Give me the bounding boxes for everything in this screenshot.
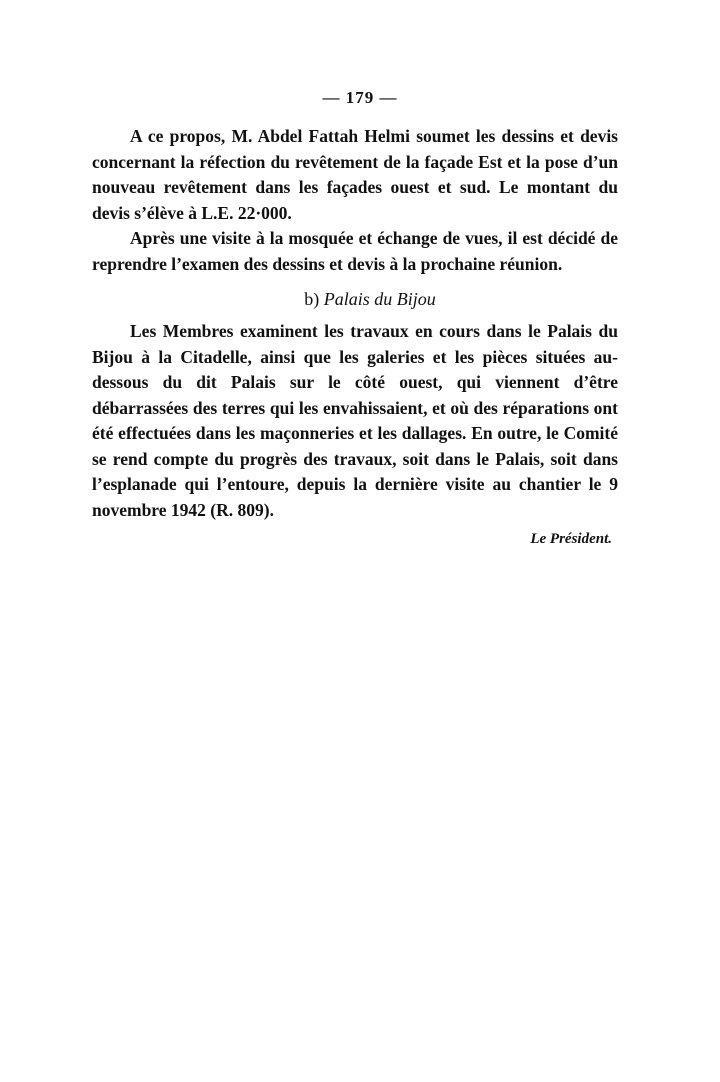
- section-title: Palais du Bijou: [323, 289, 436, 309]
- paragraph-palais-bijou: Les Membres examinent les travaux en cours dans le Palais du Bijou à la Citadelle, ainsi que les galeries et les pièces situées au-dessous du dit Palais sur le côté ouest, qui viennent d’être débarrassées des terres qui les envahissaient, et où des réparations ont été effectuées dans les maçonneries et les dallages. En outre, le Comité se rend compte du progrès des travaux, soit dans le Palais, soit dans l’esplanade qui l’entoure, depuis la dernière visite au chantier le 9 novembre 1942 (R. 809).: [92, 321, 618, 520]
- section-heading: [92, 287, 618, 311]
- paragraph-mosque-visit: Après une visite à la mosquée et échange de vues, il est décidé de reprendre l’examen des dessins et devis à la prochaine réunion.: [92, 228, 618, 274]
- text-body: [92, 124, 618, 548]
- section-letter: b): [304, 289, 320, 309]
- page-number: — 179 —: [322, 88, 398, 107]
- signature: Le Président.: [530, 531, 612, 547]
- paragraph-facade-estimate: A ce propos, M. Abdel Fattah Helmi soumet les dessins et devis concernant la réfection du revêtement de la façade Est et la pose d’un nouveau revêtement dans les façades ouest et sud. Le montant du devis s’élève à L.E. 22·000.: [92, 126, 618, 223]
